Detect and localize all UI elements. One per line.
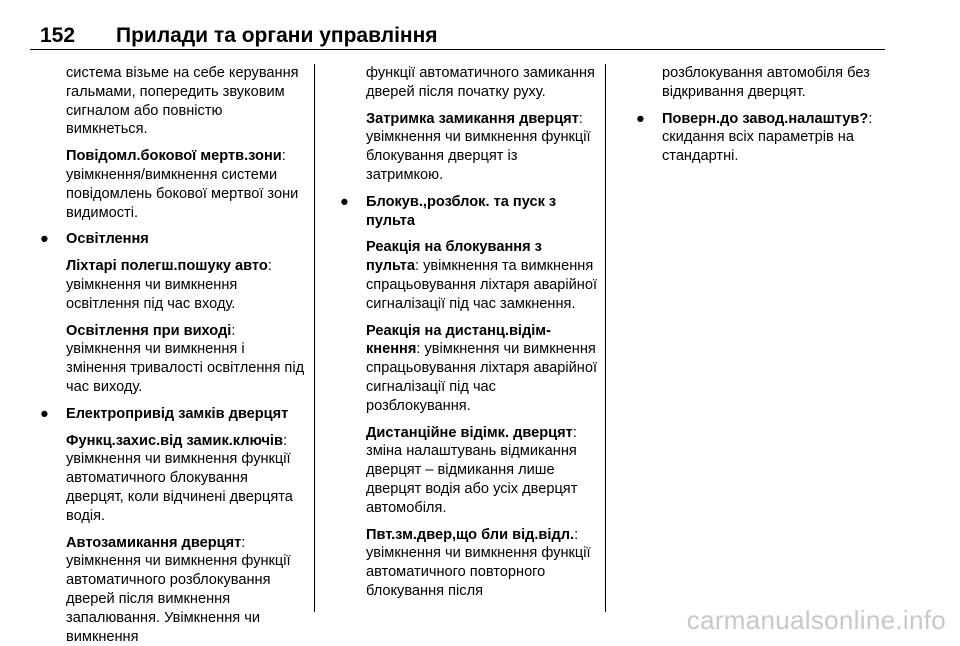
setting-desc: : зміна налаштувань відмикання дверцят – відмикання лише дверцят водія або усіх дверцят автомобіля. [366,424,578,516]
paragraph: розблокування автомобіля без відкривання дверцят. [662,65,870,100]
bullet-icon: ● [340,193,349,210]
paragraph: функції автоматичного замикання дверей після початку руху. [366,65,595,100]
setting-desc: : увімкнення чи вимкнення функції автоматичного блокування дверцят, коли відчинені дверцята водія. [66,432,293,524]
header-rule [30,49,885,50]
setting-term: Затримка замикання дверцят [366,110,579,127]
column-2 [340,64,598,601]
setting-desc: : увімкнення чи вимкнення функції автоматичного повторного блокування після [366,526,591,599]
paragraph [66,147,305,222]
setting-term: Реакція на блокування з пульта [366,239,542,275]
setting-desc: : увімкнення чи вимкнення спрацьовування ліхтаря аварійної сигналізації під час розблокування. [366,341,598,414]
setting-desc: : увімкнення чи вимкнення функції блокування дверцят із затримкою. [366,110,591,183]
column-divider-1 [314,64,315,612]
paragraph [66,432,305,526]
paragraph [366,526,598,601]
setting-desc: : увімкнення чи вимкнення освітлення під час входу. [66,258,272,312]
paragraph [366,110,598,185]
bullet-item [40,230,305,249]
bullet-heading: Освітлення [66,231,149,248]
setting-term: Повідомл.бокової мертв.зони [66,148,282,165]
bullet-item [40,405,305,424]
bullet-icon: ● [40,405,49,422]
paragraph: система візьме на себе керування гальмами, попередить звуковим сигналом або повністю вимкнеться. [66,65,299,138]
bullet-item [636,110,886,166]
bullet-icon: ● [636,110,645,127]
setting-desc: : увімкнення та вимкнення спрацьовування ліхтаря аварійної сигналізації під час замкнення. [366,258,598,312]
setting-term: Реакція на дистанц.відімкнення [366,322,551,358]
setting-desc: : скидання всіх параметрів на стандартні. [662,110,873,165]
bullet-icon: ● [40,231,49,248]
setting-term: Ліхтарі полегш.пошуку авто [66,258,268,275]
setting-term: Поверн.до завод.налаштув? [662,110,869,127]
paragraph [66,322,305,397]
setting-term: Автозамикання дверцят [66,534,242,551]
setting-desc: : увімкнення чи вимкнення функції автоматичного розблокування дверей після вимкнення запалювання. Увімкнення чи вимкнення [66,534,291,645]
bullet-item [340,193,598,231]
watermark: carmanualsonline.info [686,605,946,635]
setting-desc: : увімкнення/вимкнення системи повідомлень бокової мертвої зони видимості. [66,148,299,221]
setting-desc: : увімкнення чи вимкнення і змінення тривалості освітлення під час виходу. [66,322,305,395]
bullet-heading: Електропривід замків дверцят [66,405,289,422]
setting-term: Пвт.зм.двер,що бли від.відл. [366,526,575,543]
page-number: 152 [40,24,76,47]
column-3 [636,64,886,174]
setting-term: Функц.захис.від замик.ключів [66,432,283,449]
setting-term: Освітлення при виході [66,322,232,339]
paragraph [366,424,598,518]
page-header [30,22,885,52]
page-title: Прилади та органи управління [116,24,438,47]
bullet-heading: Блокув.,розблок. та пуск з пульта [366,193,557,229]
paragraph [66,257,305,313]
paragraph [66,534,305,646]
paragraph [366,238,598,313]
column-1 [40,64,305,646]
paragraph [366,322,598,416]
setting-term: Дистанційне відімк. дверцят [366,424,573,441]
column-divider-2 [605,64,606,612]
